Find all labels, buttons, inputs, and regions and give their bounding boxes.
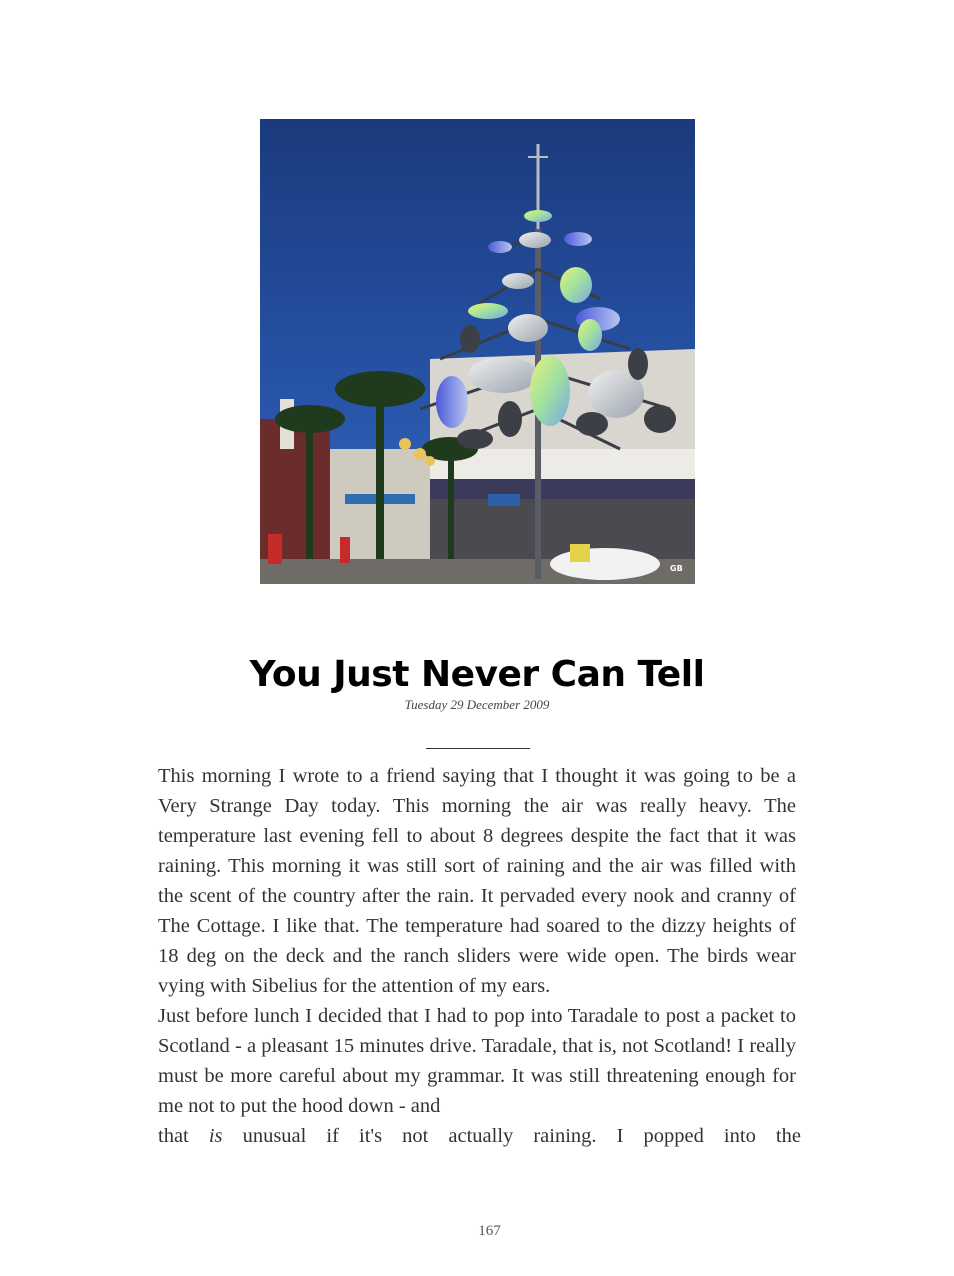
word: the	[775, 1125, 801, 1147]
emphasis-word: is	[208, 1125, 223, 1147]
word: not	[402, 1125, 429, 1147]
word: raining.	[533, 1125, 597, 1147]
word: it's	[359, 1125, 383, 1147]
section-divider	[426, 748, 530, 749]
article-body	[158, 761, 801, 1151]
sculpture-photo-illustration	[260, 119, 695, 584]
word: if	[326, 1125, 339, 1147]
word: actually	[448, 1125, 514, 1147]
word: popped	[643, 1125, 704, 1147]
page-number: 167	[478, 1223, 501, 1239]
word: unusual	[242, 1125, 307, 1147]
photo-watermark: GB	[670, 564, 683, 573]
post-date: Tuesday 29 December 2009	[404, 697, 550, 712]
article-photo	[260, 119, 695, 584]
page-title: You Just Never Can Tell	[249, 654, 705, 695]
word: I	[616, 1125, 624, 1147]
word: that	[158, 1125, 189, 1147]
word: into	[723, 1125, 756, 1147]
paragraph-2-last-line	[158, 1121, 801, 1151]
paragraph-2: Just before lunch I decided that I had to pop into Taradale to post a packet to Scotland - a pleasant 15 minutes drive. Taradale, that is, not Scotland! I really must be more careful about my grammar. It was still threatening enough for me not to put the hood down - and	[158, 1005, 796, 1117]
paragraph-1: This morning I wrote to a friend saying that I thought it was going to be a Very Strange Day today. This morning the air was really heavy. The temperature last evening fell to about 8 degrees despite the fact that it was raining. This morning it was still sort of raining and the air was filled with the scent of the country after the rain. It pervaded every nook and cranny of The Cottage. I like that. The temperature had soared to the dizzy heights of 18 deg on the deck and the ranch sliders were wide open. The birds wear vying with Sibelius for the attention of my ears.	[158, 765, 796, 997]
